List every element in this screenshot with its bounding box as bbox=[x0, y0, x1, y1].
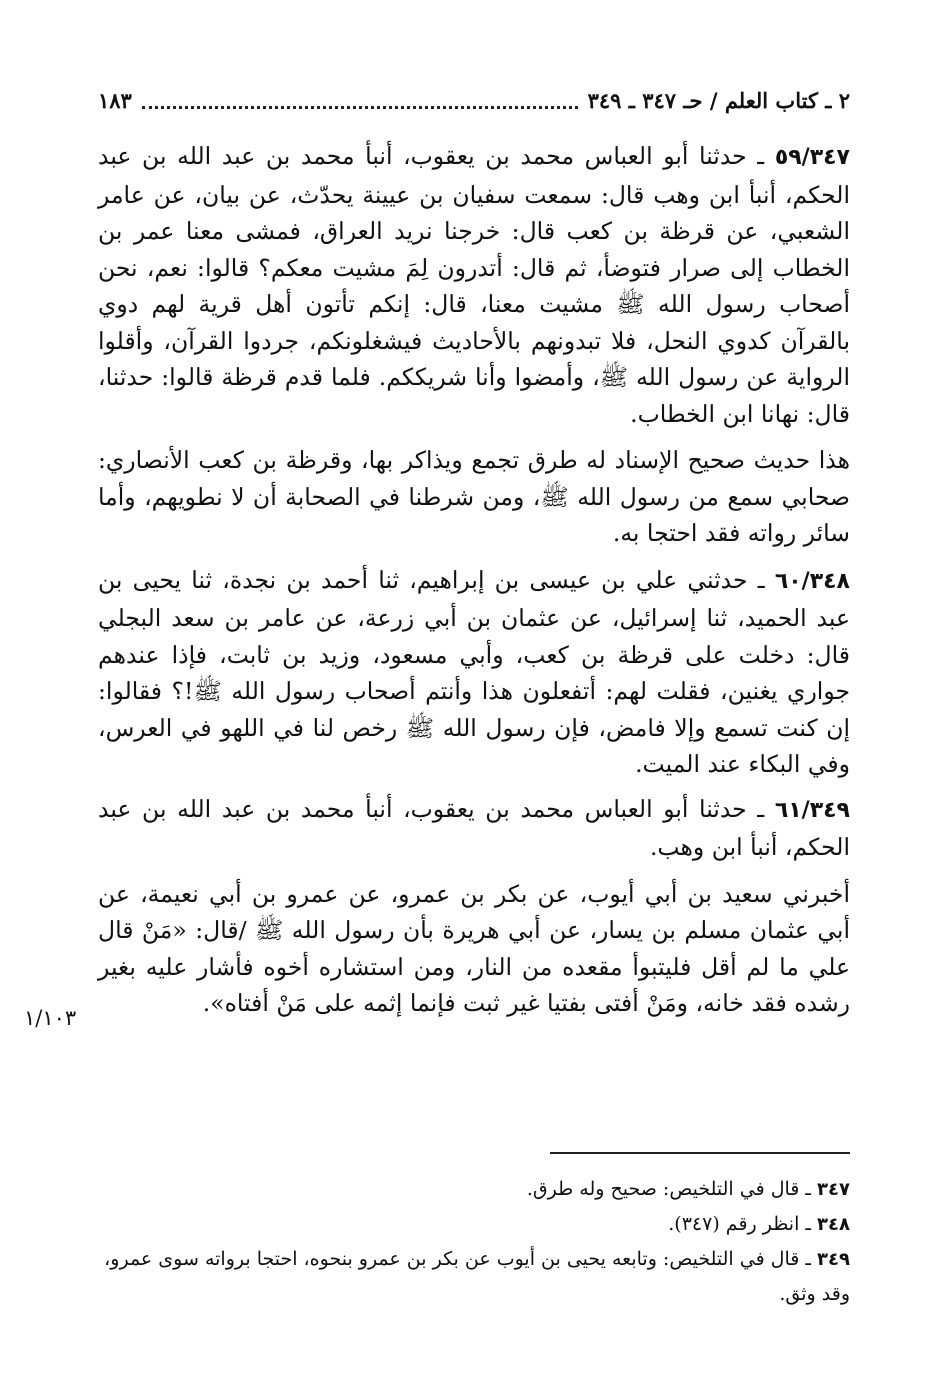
running-header bbox=[98, 82, 850, 118]
hadith-text: ـ حدثنا أبو العباس محمد بن يعقوب، أنبأ محمد بن عبد الله بن عبد الحكم، أنبأ ابن وهب. bbox=[98, 794, 850, 861]
hadith-text: ـ حدثنا أبو العباس محمد بن يعقوب، أنبأ محمد بن عبد الله بن عبد الحكم، أنبأ ابن وهب قال: سمعت سفيان بن عيينة يحدّث، عن بيان، عن عامر الشعبي، عن قرظة بن كعب قال: خرجنا نريد العراق، فمشى معنا عمر بن الخطاب إلى صرار فتوضأ، ثم قال: أتدرون لِمَ مشيت معكم؟ قالوا: نعم، نحن أصحاب رسول الله ﷺ مشيت معنا، قال: إنكم تأتون أهل قرية لهم دوي بالقرآن كدوي النحل، فلا تبدونهم بالأحاديث فيشغلونكم، جردوا القرآن، وأقلوا الرواية عن رسول الله ﷺ، وأمضوا وأنا شريككم. فلما قدم قرظة قالوا: حدثنا، قال: نهانا ابن الخطاب. bbox=[98, 142, 850, 428]
hadith-paragraph bbox=[98, 562, 850, 783]
header-dot-leader bbox=[142, 92, 578, 109]
hadith-text: ـ حدثني علي بن عيسى بن إبراهيم، ثنا أحمد بن نجدة، ثنا يحيى بن عبد الحميد، ثنا إسرائيل، عن عثمان بن أبي زرعة، عن عامر بن سعد البجلي قال: دخلت على قرظة بن كعب، وأبي مسعود، وزيد بن ثابت، فإذا عندهم جواري يغنين، فقلت لهم: أتفعلون هذا وأنتم أصحاب رسول الله ﷺ!؟ فقالوا: إن كنت تسمع وإلا فامض، فإن رسول الله ﷺ رخص لنا في اللهو في العرس، وفي البكاء عند الميت. bbox=[98, 565, 850, 778]
hadith-paragraph bbox=[98, 138, 850, 432]
hadith-number: ٦٠/٣٤٨ bbox=[774, 568, 850, 594]
footnote bbox=[98, 1207, 850, 1242]
main-text bbox=[98, 138, 850, 1030]
footnote-text: ـ انظر رقم (٣٤٧). bbox=[668, 1213, 811, 1235]
footnote bbox=[98, 1172, 850, 1207]
hadith-number: ٥٩/٣٤٧ bbox=[774, 145, 850, 170]
margin-reference: ١/١٠٣ bbox=[24, 1006, 77, 1030]
footnote-text: ـ قال في التلخيص: صحيح وله طرق. bbox=[526, 1178, 811, 1200]
hadith-paragraph bbox=[98, 791, 850, 866]
page-number: ١٨٣ bbox=[98, 87, 132, 113]
footnote-text: ـ قال في التلخيص: وتابعه يحيى بن أيوب عن بكر بن عمرو بنحوه، احتجا برواته سوى عمرو، وقد وثق. bbox=[104, 1248, 850, 1305]
footnote-number: ٣٤٩ bbox=[817, 1249, 850, 1270]
footnotes bbox=[98, 1172, 850, 1311]
hadith-continuation-paragraph bbox=[98, 876, 850, 1022]
commentary-paragraph bbox=[98, 442, 850, 552]
hadith-number: ٦١/٣٤٩ bbox=[774, 797, 850, 823]
footnote bbox=[98, 1242, 850, 1311]
footnote-number: ٣٤٧ bbox=[817, 1179, 850, 1200]
hadith-text: أخبرني سعيد بن أبي أيوب، عن بكر بن عمرو، عن عمرو بن أبي نعيمة، عن أبي عثمان مسلم بن يسار، عن أبي هريرة بأن رسول الله ﷺ /قال: «مَنْ قال علي ما لم أقل فليتبوأ مقعده من النار، ومن استشاره أخوه فأشار عليه بغير رشده فقد خانه، ومَنْ أفتى بفتيا غير ثبت فإنما إثمه على مَنْ أفتاه». bbox=[98, 879, 850, 1017]
commentary-text: هذا حديث صحيح الإسناد له طرق تجمع ويذاكر بها، وقرظة بن كعب الأنصاري: صحابي سمع من رسول الله ﷺ، ومن شرطنا في الصحابة أن لا نطويهم، وأما سائر رواته فقد احتجا به. bbox=[98, 446, 850, 547]
footnote-divider bbox=[550, 1152, 850, 1154]
header-title: ٢ ـ كتاب العلم / حـ ٣٤٧ ـ ٣٤٩ bbox=[587, 87, 850, 113]
footnote-number: ٣٤٨ bbox=[817, 1214, 850, 1235]
